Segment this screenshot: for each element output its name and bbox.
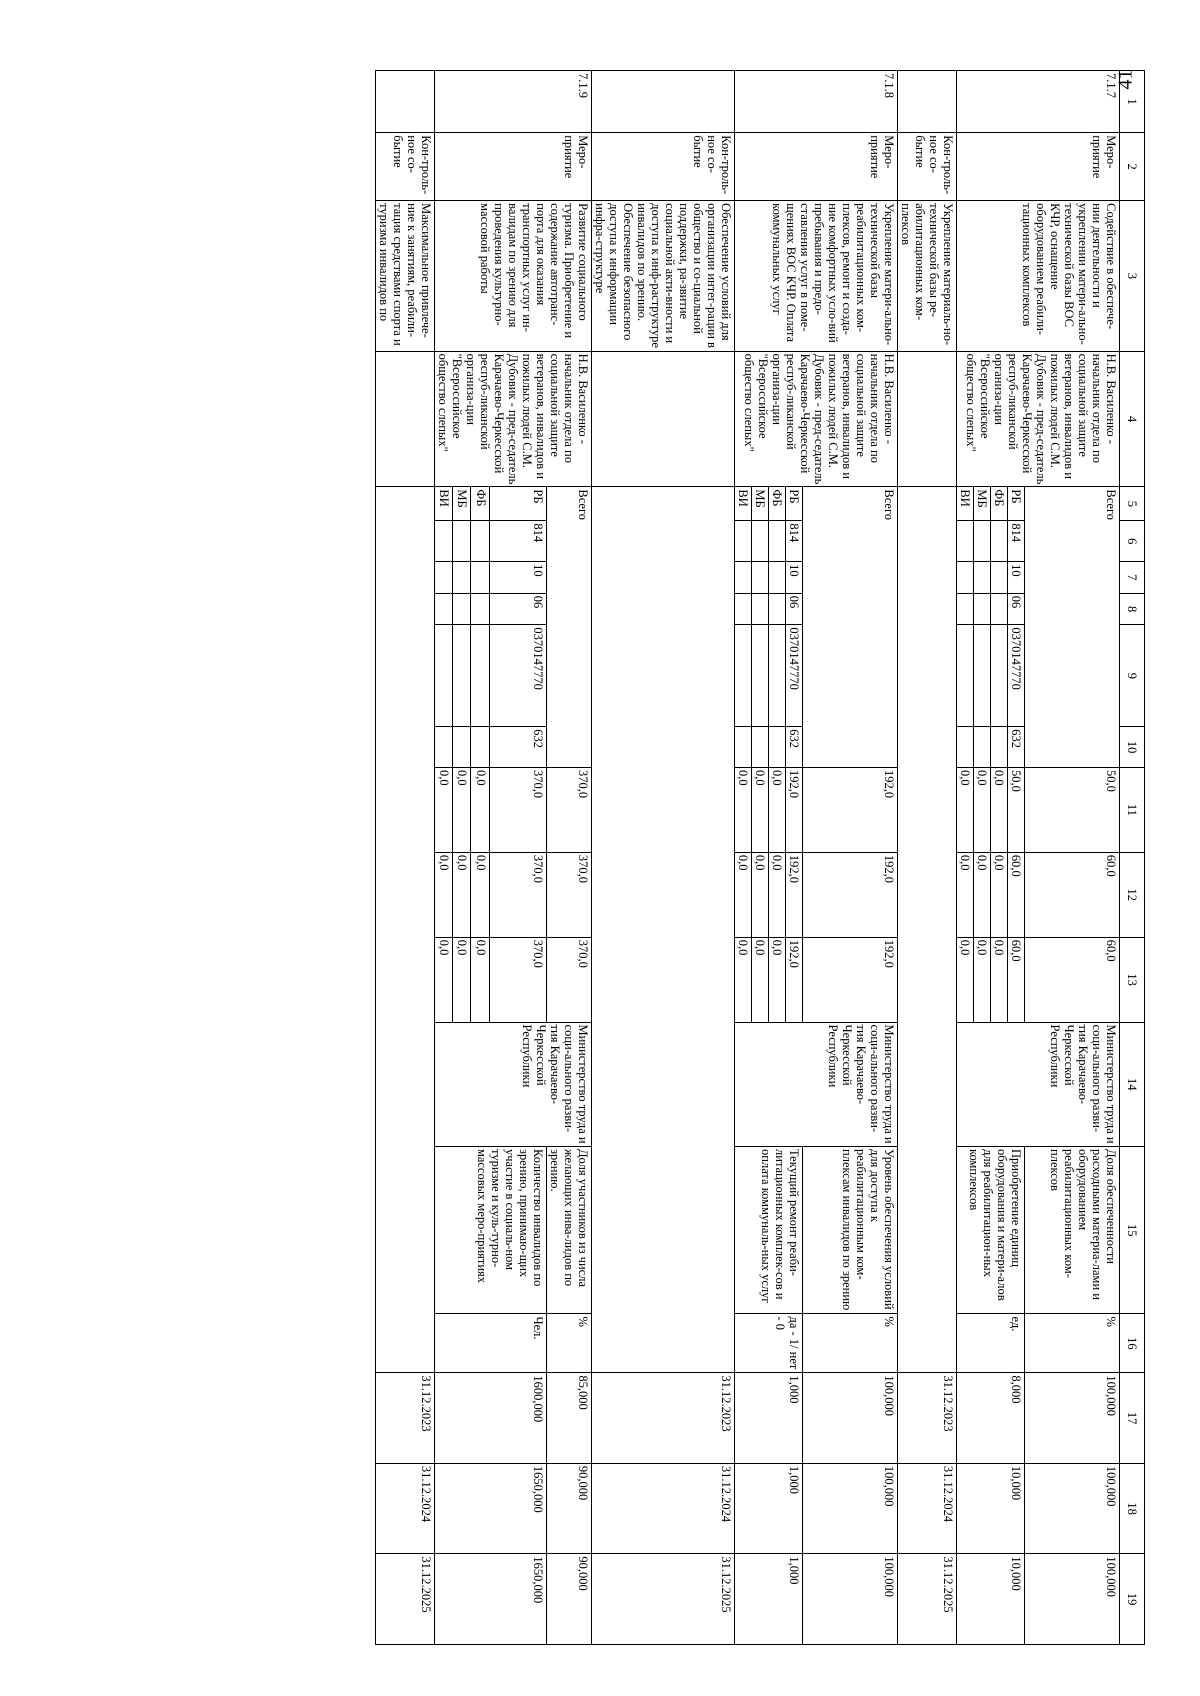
cell-2024: 0,0 [991,852,1008,937]
source-label: ВИ [957,487,974,521]
event-type: Кон-троль-ное со-бытие [592,133,735,201]
cell-2024: 0,0 [471,852,489,937]
cell-2024: 370,0 [489,852,546,937]
cell-pr: 06 [1008,593,1025,625]
program-table [375,70,1145,1645]
event-date-2023: 31.12.2023 [898,1373,957,1464]
cell-2023: 0,0 [435,767,453,852]
indicator-2025: 90,000 [547,1554,592,1645]
col-header: 7 [1120,562,1145,594]
executor: Министерство труда и соци-ального разви-тия Карачаево-Черкесской Республики [957,1022,1120,1146]
col-header: 14 [1120,1022,1145,1146]
item-number: 7.1.9 [435,71,592,133]
indicator-2023: 1,000 [735,1373,803,1464]
cell-2024: 0,0 [769,852,786,937]
cell-2024: 192,0 [786,852,803,937]
event-date-2023: 31.12.2023 [376,1373,435,1464]
page-number: 41 [1114,69,1137,90]
cell-2024: 0,0 [435,852,453,937]
indicator-2024: 90,000 [547,1463,592,1554]
source-label: ВИ [435,487,453,521]
cell-2025: 60,0 [1008,937,1025,1022]
source-label: МБ [974,487,991,521]
cell-2023: 0,0 [769,767,786,852]
source-label: РБ [786,487,803,521]
source-label: МБ [752,487,769,521]
event-type: Кон-троль-ное со-бытие [898,133,957,201]
indicator-2024: 1650,000 [435,1463,547,1554]
indicator-2025: 100,000 [1025,1554,1120,1645]
item-type: Меро-приятие [957,133,1120,201]
event-title: Укрепление материаль-но-технической базы ре-абилитационных ком-плексов [898,201,957,351]
item-type: Меро-приятие [735,133,898,201]
responsible: Н.В. Василенко - начальник отдела по социальной защите ветеранов, инвалидов и пожилых людей С.М. Дубовик - пред-седатель Карачаево-Черкесской респуб-ликанской организа-ции "Всероссийское общество слепых" [957,351,1120,487]
cell-2024: 0,0 [974,852,991,937]
indicator-unit: % [1025,1314,1120,1373]
cell-2023: 0,0 [471,767,489,852]
col-header: 12 [1120,852,1145,937]
source-label: МБ [453,487,471,521]
indicator: Уровень обеспечения условий для доступа к реабилитационным ком-плексам инвалидов по зрению [803,1147,898,1314]
source-label: РБ [489,487,546,521]
col-header: 18 [1120,1463,1145,1554]
source-label: ФБ [471,487,489,521]
cell-vr: 632 [489,727,546,768]
cell-rz: 10 [786,562,803,594]
event-date-2023: 31.12.2023 [592,1373,735,1464]
col-header: 13 [1120,937,1145,1022]
cell-total-2025: 60,0 [1025,937,1120,1022]
event-date-2024: 31.12.2024 [592,1463,735,1554]
indicator-2023: 8,000 [957,1373,1025,1464]
cell-vr: 632 [1008,727,1025,768]
cell-2023: 0,0 [453,767,471,852]
source-label: ФБ [769,487,786,521]
cell-2025: 0,0 [974,937,991,1022]
indicator: Доля обеспеченности расходными материа-лами и оборудованием реабилитационных ком-плексов [1025,1147,1120,1314]
col-header: 19 [1120,1554,1145,1645]
cell-total-2025: 370,0 [547,937,592,1022]
cell-2025: 370,0 [489,937,546,1022]
event-title: Обеспечение условий для организации интег-рации в общество и со-циальной поддержки, ра-звитие социальной акти-вности и доступа к инф-раструктуре инвалидов по зрению. Обеспечение безопасного доступа к информации инфра-структуре [592,201,735,351]
cell-total-2024: 60,0 [1025,852,1120,937]
cell-2024: 0,0 [453,852,471,937]
cell-2025: 192,0 [786,937,803,1022]
cell-2025: 0,0 [957,937,974,1022]
cell-total-2025: 192,0 [803,937,898,1022]
cell-rz: 10 [489,562,546,594]
source-total-label: Всего [803,487,898,768]
col-header: 10 [1120,727,1145,768]
cell-2023: 192,0 [786,767,803,852]
activity-total-row [1025,71,1120,1645]
executor: Министерство труда и соци-ального разви-тия Карачаево-Черкесской Республики [435,1022,592,1146]
activity-total-row [803,71,898,1645]
event-date-2025: 31.12.2025 [898,1554,957,1645]
cell-grbs: 814 [1008,521,1025,562]
indicator-2025: 10,000 [957,1554,1025,1645]
cell-total-2024: 370,0 [547,852,592,937]
indicator-unit: ед. [957,1314,1025,1373]
executor: Министерство труда и соци-ального разви-тия Карачаево-Черкесской Республики [735,1022,898,1146]
cell-2024: 0,0 [752,852,769,937]
col-header: 1 [1120,71,1145,133]
item-type: Меро-приятие [435,133,592,201]
indicator-2024: 1,000 [735,1463,803,1554]
col-header: 6 [1120,521,1145,562]
indicator-unit: Чел. [435,1314,547,1373]
indicator-2023: 100,000 [803,1373,898,1464]
control-event-row [376,71,435,1645]
cell-pr: 06 [489,593,546,625]
indicator-unit: % [547,1314,592,1373]
cell-2024: 0,0 [735,852,752,937]
item-number: 7.1.7 [957,71,1120,133]
col-header: 8 [1120,593,1145,625]
cell-total-2023: 50,0 [1025,767,1120,852]
indicator-2025: 1,000 [735,1554,803,1645]
cell-2023: 50,0 [1008,767,1025,852]
event-date-2025: 31.12.2025 [592,1554,735,1645]
cell-2023: 0,0 [957,767,974,852]
col-header: 5 [1120,487,1145,521]
item-title: Развитие социального туризма. Приобретение и содержание автотранс-порта для оказания транспортных услуг ин-валидам по зрению для проведения культурно-массовой работы [435,201,592,351]
cell-2025: 0,0 [453,937,471,1022]
col-header: 11 [1120,767,1145,852]
cell-2025: 0,0 [991,937,1008,1022]
indicator-unit: % [803,1314,898,1373]
item-title: Содействие в обеспече-нии деятельности и укреплении матери-ально-технической базы ВОС КЧР, оснащение оборудованием реабили-тационных комплексов [957,201,1120,351]
header-row [1120,71,1145,1645]
event-date-2025: 31.12.2025 [376,1554,435,1645]
col-header: 17 [1120,1373,1145,1464]
event-date-2024: 31.12.2024 [376,1463,435,1554]
cell-2023: 0,0 [991,767,1008,852]
source-total-label: Всего [547,487,592,768]
cell-2024: 0,0 [957,852,974,937]
cell-2025: 0,0 [471,937,489,1022]
indicator-2025: 1650,000 [435,1554,547,1645]
event-date-2024: 31.12.2024 [898,1463,957,1554]
indicator-2024: 100,000 [1025,1463,1120,1554]
event-title: Максимальное привлече-ние к занятиям, реабили-тация средствами спорта и туризма инвалидов по [376,201,435,351]
indicator-2025: 100,000 [803,1554,898,1645]
control-event-row [592,71,735,1645]
responsible: Н.В. Василенко - начальник отдела по социальной защите ветеранов, инвалидов и пожилых людей С.М. Дубовик - пред-седатель Карачаево-Черкесской респуб-ликанской организа-ции "Всероссийское общество слепых" [435,351,592,487]
cell-csr: 0370147770 [1008,625,1025,727]
indicator-2023: 100,000 [1025,1373,1120,1464]
indicator: Количество инвалидов по зрению, принимаю-щих участие в социаль-ном туризме и куль-турно-массовых меро-приятиях [435,1147,547,1314]
col-header: 16 [1120,1314,1145,1373]
cell-2023: 0,0 [735,767,752,852]
source-label: ВИ [735,487,752,521]
cell-pr: 06 [786,593,803,625]
cell-rz: 10 [1008,562,1025,594]
indicator: Приобретение единиц оборудования и матери-алов для реабилитацион-ных комплексов [957,1147,1025,1314]
indicator-2023: 85,000 [547,1373,592,1464]
cell-2025: 0,0 [769,937,786,1022]
source-label: РБ [1008,487,1025,521]
cell-2023: 0,0 [974,767,991,852]
indicator-2024: 10,000 [957,1463,1025,1554]
col-header: 15 [1120,1147,1145,1314]
cell-total-2024: 192,0 [803,852,898,937]
activity-total-row [547,71,592,1645]
col-header: 4 [1120,351,1145,487]
cell-2025: 0,0 [735,937,752,1022]
indicator: Текущий ремонт реаби-литационных комплек-сов и оплата коммуналь-ных услуг [735,1147,803,1314]
cell-2025: 0,0 [752,937,769,1022]
control-event-row [898,71,957,1645]
cell-2023: 0,0 [752,767,769,852]
cell-grbs: 814 [786,521,803,562]
event-type: Кон-троль-ное со-бытие [376,133,435,201]
cell-csr: 0370147770 [786,625,803,727]
item-title: Укрепление матери-ально-технической базы реабилитационных ком-плексов, ремонт и созда-ние комфортных усло-вий пребывания и предо-ставления услуг в поме-щениях ВОС КЧР. Оплата коммунальных услуг [735,201,898,351]
responsible: Н.В. Василенко - начальник отдела по социальной защите ветеранов, инвалидов и пожилых людей С.М. Дубовик - пред-седатель Карачаево-Черкесской респуб-ликанской организа-ции "Всероссийское общество слепых" [735,351,898,487]
cell-2025: 0,0 [435,937,453,1022]
cell-total-2023: 370,0 [547,767,592,852]
rotated-table-wrapper [105,70,1145,1645]
source-label: ФБ [991,487,1008,521]
cell-csr: 0370147770 [489,625,546,727]
source-total-label: Всего [1025,487,1120,768]
cell-vr: 632 [786,727,803,768]
cell-2024: 60,0 [1008,852,1025,937]
cell-total-2023: 192,0 [803,767,898,852]
indicator-2024: 100,000 [803,1463,898,1554]
indicator: Доля участников из числа желающих инва-лидов по зрению. [547,1147,592,1314]
cell-2023: 370,0 [489,767,546,852]
col-header: 2 [1120,133,1145,201]
col-header: 3 [1120,201,1145,351]
item-number: 7.1.8 [735,71,898,133]
cell-grbs: 814 [489,521,546,562]
indicator-unit: да - 1/ нет - 0 [735,1314,803,1373]
col-header: 9 [1120,625,1145,727]
indicator-2023: 1600,000 [435,1373,547,1464]
